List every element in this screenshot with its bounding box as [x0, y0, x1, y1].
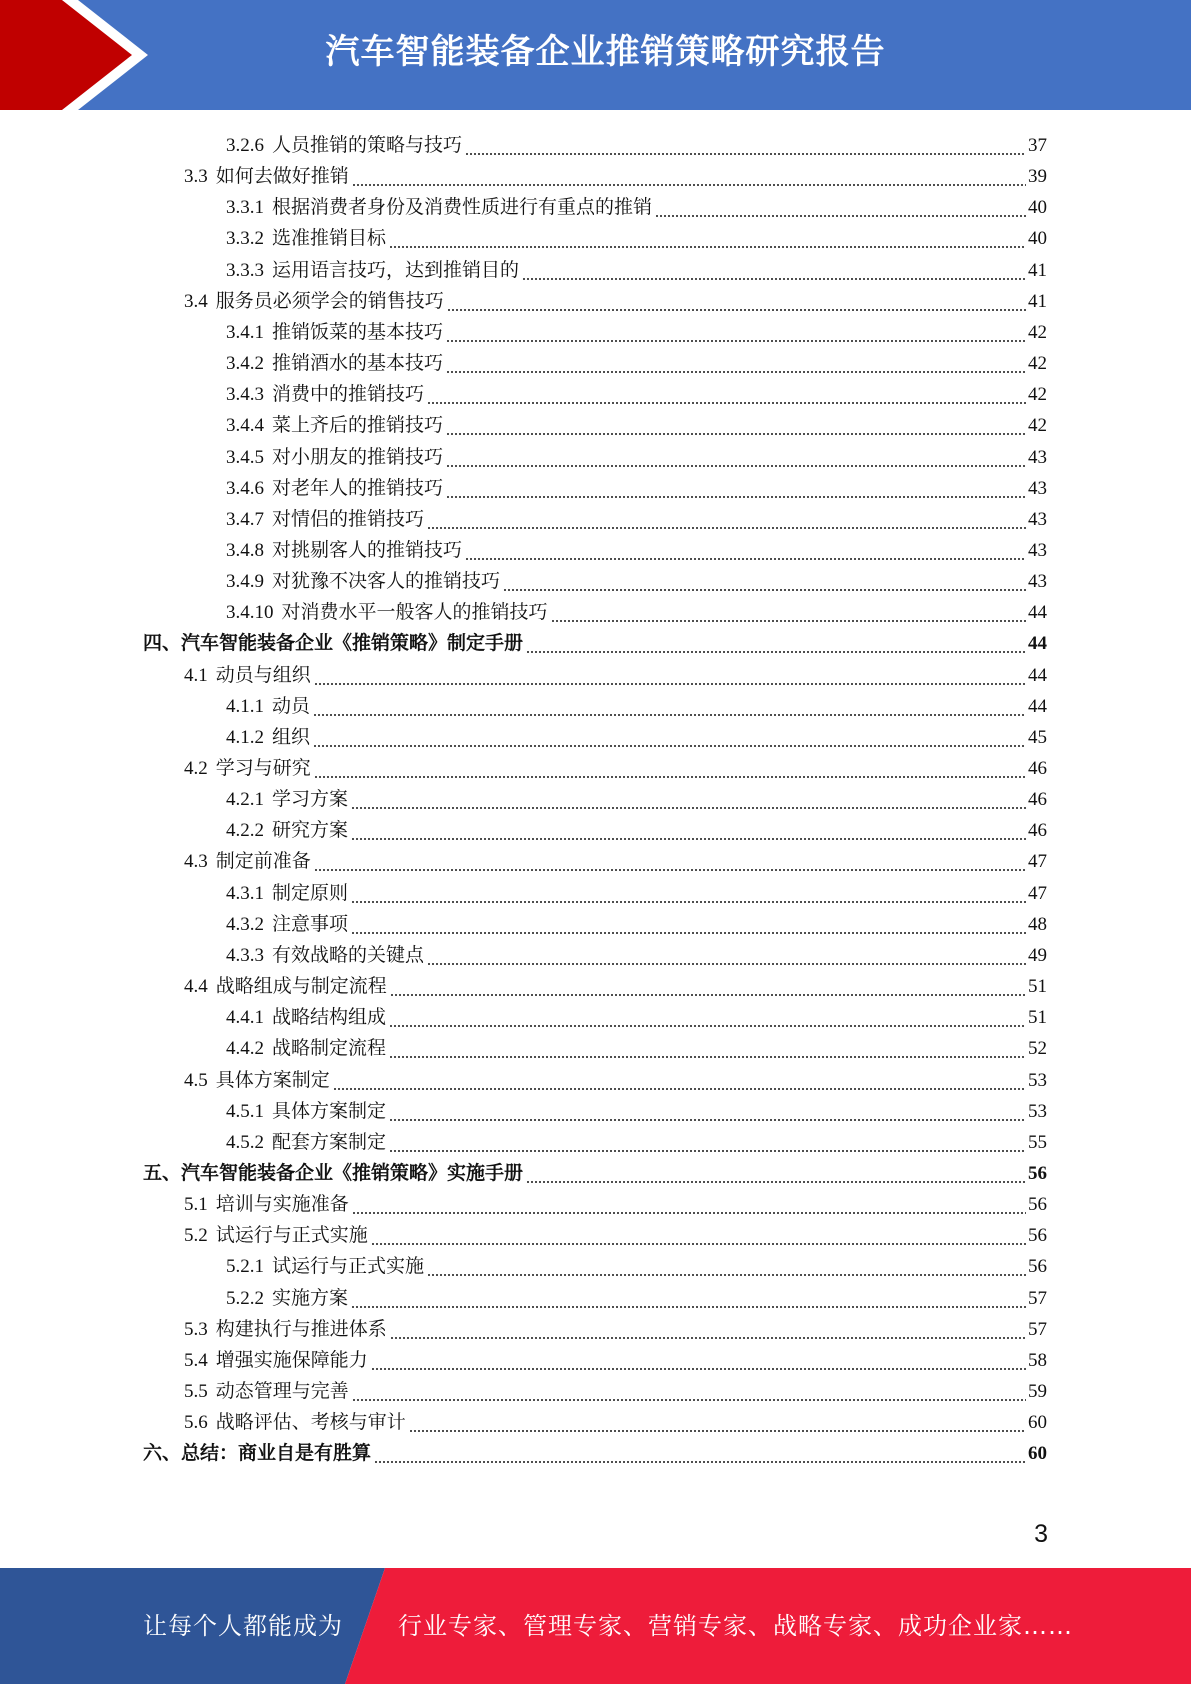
toc-entry-page: 53	[1028, 1100, 1047, 1122]
toc-entry[interactable]	[226, 718, 1047, 749]
toc-entry-title: 运用语言技巧，达到推销目的	[272, 259, 520, 281]
toc-entry-title: 实施方案	[272, 1287, 349, 1309]
toc-dot-leader	[314, 851, 1026, 873]
toc-entry-number: 4.3.3	[226, 944, 264, 966]
toc-entry[interactable]	[226, 1279, 1047, 1310]
toc-entry[interactable]	[184, 1403, 1047, 1434]
toc-entry-title: 菜上齐后的推销技巧	[272, 415, 444, 437]
toc-entry-number: 5.2.2	[226, 1287, 264, 1309]
toc-entry[interactable]	[226, 531, 1047, 562]
toc-entry[interactable]	[226, 438, 1047, 469]
toc-entry-title: 对情侣的推销技巧	[272, 508, 425, 530]
toc-entry-number: 3.4.2	[226, 353, 264, 375]
toc-entry-page: 49	[1028, 944, 1047, 966]
toc-dot-leader	[371, 1350, 1026, 1372]
toc-entry-number: 5.3	[184, 1318, 208, 1340]
footer-slogan-right: 行业专家、管理专家、营销专家、战略专家、成功企业家……	[398, 1612, 1073, 1640]
toc-entry-page: 42	[1028, 353, 1047, 375]
toc-entry[interactable]	[184, 1185, 1047, 1216]
toc-entry-number: 3.4.4	[226, 415, 264, 437]
toc-entry-number: 3.2.6	[226, 135, 264, 156]
toc-entry-title: 对小朋友的推销技巧	[272, 446, 444, 468]
toc-entry[interactable]	[226, 936, 1047, 967]
toc-dot-leader	[446, 353, 1026, 375]
toc-entry[interactable]	[226, 406, 1047, 437]
toc-entry[interactable]	[184, 749, 1047, 780]
toc-entry-title: 服务员必须学会的销售技巧	[215, 290, 444, 312]
toc-entry-page: 60	[1028, 1412, 1047, 1434]
toc-entry-page: 43	[1028, 477, 1047, 499]
toc-entry-page: 57	[1028, 1287, 1047, 1309]
toc-entry[interactable]	[226, 593, 1047, 624]
toc-dot-leader	[351, 820, 1026, 842]
toc-entry-title: 如何去做好推销	[215, 166, 349, 188]
toc-entry[interactable]	[226, 998, 1047, 1029]
toc-entry-page: 43	[1028, 508, 1047, 530]
toc-entry-page: 39	[1028, 166, 1047, 188]
toc-entry-page: 44	[1028, 633, 1047, 655]
toc-entry-page: 47	[1028, 851, 1047, 873]
toc-entry[interactable]	[226, 344, 1047, 375]
page-header	[0, 0, 1191, 110]
toc-entry-title: 消费中的推销技巧	[272, 384, 425, 406]
toc-entry-number: 4.2.2	[226, 820, 264, 842]
toc-entry-page: 43	[1028, 446, 1047, 468]
toc-entry-title: 推销饭菜的基本技巧	[272, 321, 444, 343]
page-footer	[0, 1568, 1191, 1684]
toc-entry[interactable]	[226, 1247, 1047, 1278]
toc-dot-leader	[352, 1194, 1026, 1216]
toc-dot-leader	[314, 758, 1026, 780]
toc-entry-title: 动员	[272, 695, 311, 717]
toc-dot-leader	[313, 696, 1026, 718]
toc-entry-page: 56	[1028, 1225, 1047, 1247]
toc-entry-title: 有效战略的关键点	[272, 944, 425, 966]
toc-entry-page: 60	[1028, 1443, 1047, 1465]
toc-entry-number: 六、	[143, 1443, 182, 1465]
toc-entry[interactable]	[184, 282, 1047, 313]
toc-entry-number: 5.2	[184, 1225, 208, 1247]
toc-entry-number: 3.4.5	[226, 446, 264, 468]
toc-dot-leader	[427, 1256, 1026, 1278]
toc-entry-number: 3.4.3	[226, 384, 264, 406]
toc-entry[interactable]	[226, 811, 1047, 842]
toc-dot-leader	[352, 1381, 1026, 1403]
toc-entry-page: 44	[1028, 602, 1047, 624]
toc-dot-leader	[465, 135, 1026, 157]
toc-entry[interactable]	[226, 251, 1047, 282]
toc-entry-title: 配套方案制定	[272, 1131, 387, 1153]
document-title: 汽车智能装备企业推销策略研究报告	[325, 32, 886, 72]
toc-entry-page: 51	[1028, 1007, 1047, 1029]
toc-dot-leader	[446, 322, 1026, 344]
toc-entry-number: 四、	[143, 633, 182, 655]
toc-entry[interactable]	[184, 1341, 1047, 1372]
toc-entry-title: 注意事项	[272, 913, 349, 935]
toc-entry[interactable]	[226, 500, 1047, 531]
toc-dot-leader	[351, 883, 1026, 905]
toc-entry-number: 3.4.6	[226, 477, 264, 499]
toc-entry-number: 4.5.1	[226, 1100, 264, 1122]
toc-dot-leader	[446, 415, 1026, 437]
toc-entry-title: 推销酒水的基本技巧	[272, 353, 444, 375]
toc-entry-title: 学习方案	[272, 789, 349, 811]
toc-entry-title: 总结：商业自是有胜算	[181, 1443, 372, 1465]
toc-dot-leader	[314, 665, 1026, 687]
toc-entry[interactable]	[226, 375, 1047, 406]
toc-entry-page: 55	[1028, 1131, 1047, 1153]
toc-dot-leader	[526, 633, 1026, 655]
toc-entry-page: 48	[1028, 913, 1047, 935]
toc-entry-number: 3.4.1	[226, 321, 264, 343]
page-number: 3	[1034, 1520, 1048, 1548]
toc-dot-leader	[427, 945, 1026, 967]
toc-entry-title: 汽车智能装备企业《推销策略》实施手册	[181, 1162, 524, 1184]
toc-entry-number: 5.5	[184, 1381, 208, 1402]
toc-dot-leader	[551, 602, 1026, 624]
toc-entry-number: 4.4.2	[226, 1038, 264, 1060]
toc-dot-leader	[374, 1443, 1026, 1465]
toc-entry-number: 4.5.2	[226, 1131, 264, 1153]
toc-entry-number: 3.3	[184, 166, 208, 188]
toc-entry-number: 4.2.1	[226, 789, 264, 811]
toc-entry-title: 对犹豫不决客人的推销技巧	[272, 571, 501, 593]
toc-entry-page: 52	[1028, 1038, 1047, 1060]
toc-entry-page: 58	[1028, 1349, 1047, 1371]
toc-entry-title: 增强实施保障能力	[215, 1349, 368, 1371]
toc-entry-number: 5.2.1	[226, 1256, 264, 1278]
toc-entry-number: 3.3.1	[226, 197, 264, 219]
toc-entry-number: 4.4	[184, 976, 208, 998]
toc-entry[interactable]	[143, 1434, 1047, 1465]
toc-entry-page: 43	[1028, 539, 1047, 561]
toc-entry-title: 动员与组织	[215, 664, 311, 686]
toc-entry-number: 5.6	[184, 1412, 208, 1434]
toc-entry-page: 42	[1028, 384, 1047, 406]
toc-entry-number: 4.2	[184, 758, 208, 779]
toc-entry-title: 动态管理与完善	[215, 1381, 349, 1402]
toc-entry-number: 4.1	[184, 664, 208, 686]
toc-entry-title: 对老年人的推销技巧	[272, 477, 444, 499]
toc-entry-title: 试运行与正式实施	[215, 1225, 368, 1247]
toc-dot-leader	[371, 1225, 1026, 1247]
footer-slogan-left: 让每个人都能成为	[143, 1612, 343, 1640]
toc-entry[interactable]	[226, 1029, 1047, 1060]
toc-entry-title: 战略制定流程	[272, 1038, 387, 1060]
toc-entry-page: 53	[1028, 1069, 1047, 1091]
toc-entry-page: 46	[1028, 820, 1047, 842]
toc-dot-leader	[526, 1163, 1026, 1185]
toc-entry[interactable]	[143, 624, 1047, 655]
toc-entry-number: 4.3.2	[226, 913, 264, 935]
toc-entry[interactable]	[184, 1310, 1047, 1341]
toc-entry-page: 57	[1028, 1318, 1047, 1340]
toc-entry-page: 46	[1028, 758, 1047, 779]
toc-entry-title: 培训与实施准备	[215, 1194, 349, 1216]
toc-entry-page: 56	[1028, 1194, 1047, 1216]
toc-dot-leader	[389, 1132, 1026, 1154]
toc-entry-page: 56	[1028, 1162, 1047, 1184]
toc-entry-page: 46	[1028, 789, 1047, 811]
toc-entry-number: 5.1	[184, 1194, 208, 1216]
toc-entry-page: 42	[1028, 321, 1047, 343]
toc-entry-number: 3.4.8	[226, 539, 264, 561]
toc-entry-page: 51	[1028, 976, 1047, 998]
toc-entry-title: 制定原则	[272, 882, 349, 904]
toc-entry-number: 3.3.2	[226, 228, 264, 250]
toc-entry-title: 汽车智能装备企业《推销策略》制定手册	[181, 633, 524, 655]
toc-dot-leader	[389, 1101, 1026, 1123]
toc-entry[interactable]	[184, 967, 1047, 998]
toc-entry-number: 3.4.10	[226, 602, 274, 624]
toc-dot-leader	[427, 384, 1026, 406]
toc-dot-leader	[447, 291, 1026, 313]
toc-entry-number: 4.3.1	[226, 882, 264, 904]
toc-entry[interactable]	[226, 780, 1047, 811]
toc-entry[interactable]	[226, 219, 1047, 250]
toc-entry-page: 47	[1028, 882, 1047, 904]
toc-entry[interactable]	[226, 562, 1047, 593]
toc-entry-page: 42	[1028, 415, 1047, 437]
toc-dot-leader	[390, 976, 1026, 998]
toc-entry[interactable]	[184, 1061, 1047, 1092]
toc-entry-title: 研究方案	[272, 820, 349, 842]
toc-entry-page: 41	[1028, 290, 1047, 312]
toc-dot-leader	[390, 1319, 1026, 1341]
toc-entry[interactable]	[226, 469, 1047, 500]
toc-entry-title: 制定前准备	[215, 851, 311, 873]
toc-entry-number: 4.5	[184, 1069, 208, 1091]
toc-entry-number: 4.3	[184, 851, 208, 873]
toc-entry-page: 45	[1028, 726, 1047, 748]
toc-entry[interactable]	[226, 313, 1047, 344]
toc-entry-page: 37	[1028, 135, 1047, 156]
toc-entry-title: 对消费水平一般客人的推销技巧	[281, 602, 548, 624]
toc-dot-leader	[351, 1288, 1026, 1310]
toc-entry-title: 根据消费者身份及消费性质进行有重点的推销	[272, 197, 653, 219]
toc-entry-title: 具体方案制定	[215, 1069, 330, 1091]
toc-entry[interactable]	[184, 842, 1047, 873]
toc-dot-leader	[503, 571, 1026, 593]
toc-entry[interactable]	[184, 656, 1047, 687]
toc-dot-leader	[522, 260, 1026, 282]
toc-entry-number: 3.4.9	[226, 571, 264, 593]
toc-entry-page: 59	[1028, 1381, 1047, 1402]
toc-entry-number: 4.4.1	[226, 1007, 264, 1029]
toc-entry-page: 56	[1028, 1256, 1047, 1278]
toc-entry-title: 组织	[272, 726, 311, 748]
toc-dot-leader	[446, 447, 1026, 469]
toc-dot-leader	[352, 166, 1026, 188]
toc-entry-title: 战略结构组成	[272, 1007, 387, 1029]
toc-dot-leader	[389, 228, 1026, 250]
toc-entry[interactable]	[226, 874, 1047, 905]
toc-entry[interactable]	[184, 157, 1047, 188]
toc-entry[interactable]	[184, 1216, 1047, 1247]
toc-entry-number: 3.4.7	[226, 508, 264, 530]
toc-dot-leader	[313, 727, 1026, 749]
toc-entry-title: 对挑剔客人的推销技巧	[272, 539, 463, 561]
toc-dot-leader	[333, 1070, 1026, 1092]
toc-entry-page: 44	[1028, 695, 1047, 717]
toc-entry-title: 构建执行与推进体系	[215, 1318, 387, 1340]
toc-dot-leader	[655, 197, 1026, 219]
toc-entry-number: 5.4	[184, 1349, 208, 1371]
toc-dot-leader	[427, 509, 1026, 531]
toc-entry-number: 4.1.2	[226, 726, 264, 748]
toc-entry[interactable]	[226, 1092, 1047, 1123]
toc-dot-leader	[446, 478, 1026, 500]
toc-entry[interactable]	[226, 126, 1047, 157]
toc-entry-number: 五、	[143, 1162, 182, 1184]
toc-entry-title: 战略组成与制定流程	[215, 976, 387, 998]
toc-dot-leader	[389, 1007, 1026, 1029]
toc-entry-page: 43	[1028, 571, 1047, 593]
toc-entry-title: 具体方案制定	[272, 1100, 387, 1122]
toc-dot-leader	[351, 914, 1026, 936]
toc-entry[interactable]	[143, 1154, 1047, 1185]
toc-dot-leader	[409, 1412, 1026, 1434]
toc-entry-number: 3.3.3	[226, 259, 264, 281]
toc-entry-title: 人员推销的策略与技巧	[272, 135, 463, 156]
toc-entry-number: 4.1.1	[226, 695, 264, 717]
toc-entry-page: 44	[1028, 664, 1047, 686]
toc-entry-number: 3.4	[184, 290, 208, 312]
toc-entry[interactable]	[226, 905, 1047, 936]
toc-entry[interactable]	[184, 1372, 1047, 1403]
toc-entry[interactable]	[226, 188, 1047, 219]
toc-entry-page: 40	[1028, 228, 1047, 250]
toc-entry-title: 学习与研究	[215, 758, 311, 779]
toc-dot-leader	[351, 789, 1026, 811]
toc-dot-leader	[389, 1038, 1026, 1060]
toc-entry[interactable]	[226, 687, 1047, 718]
toc-entry[interactable]	[226, 1123, 1047, 1154]
toc-entry-page: 40	[1028, 197, 1047, 219]
toc-entry-title: 战略评估、考核与审计	[215, 1412, 406, 1434]
toc-entry-page: 41	[1028, 259, 1047, 281]
toc-entry-title: 试运行与正式实施	[272, 1256, 425, 1278]
toc-dot-leader	[465, 540, 1026, 562]
toc-entry-title: 选准推销目标	[272, 228, 387, 250]
